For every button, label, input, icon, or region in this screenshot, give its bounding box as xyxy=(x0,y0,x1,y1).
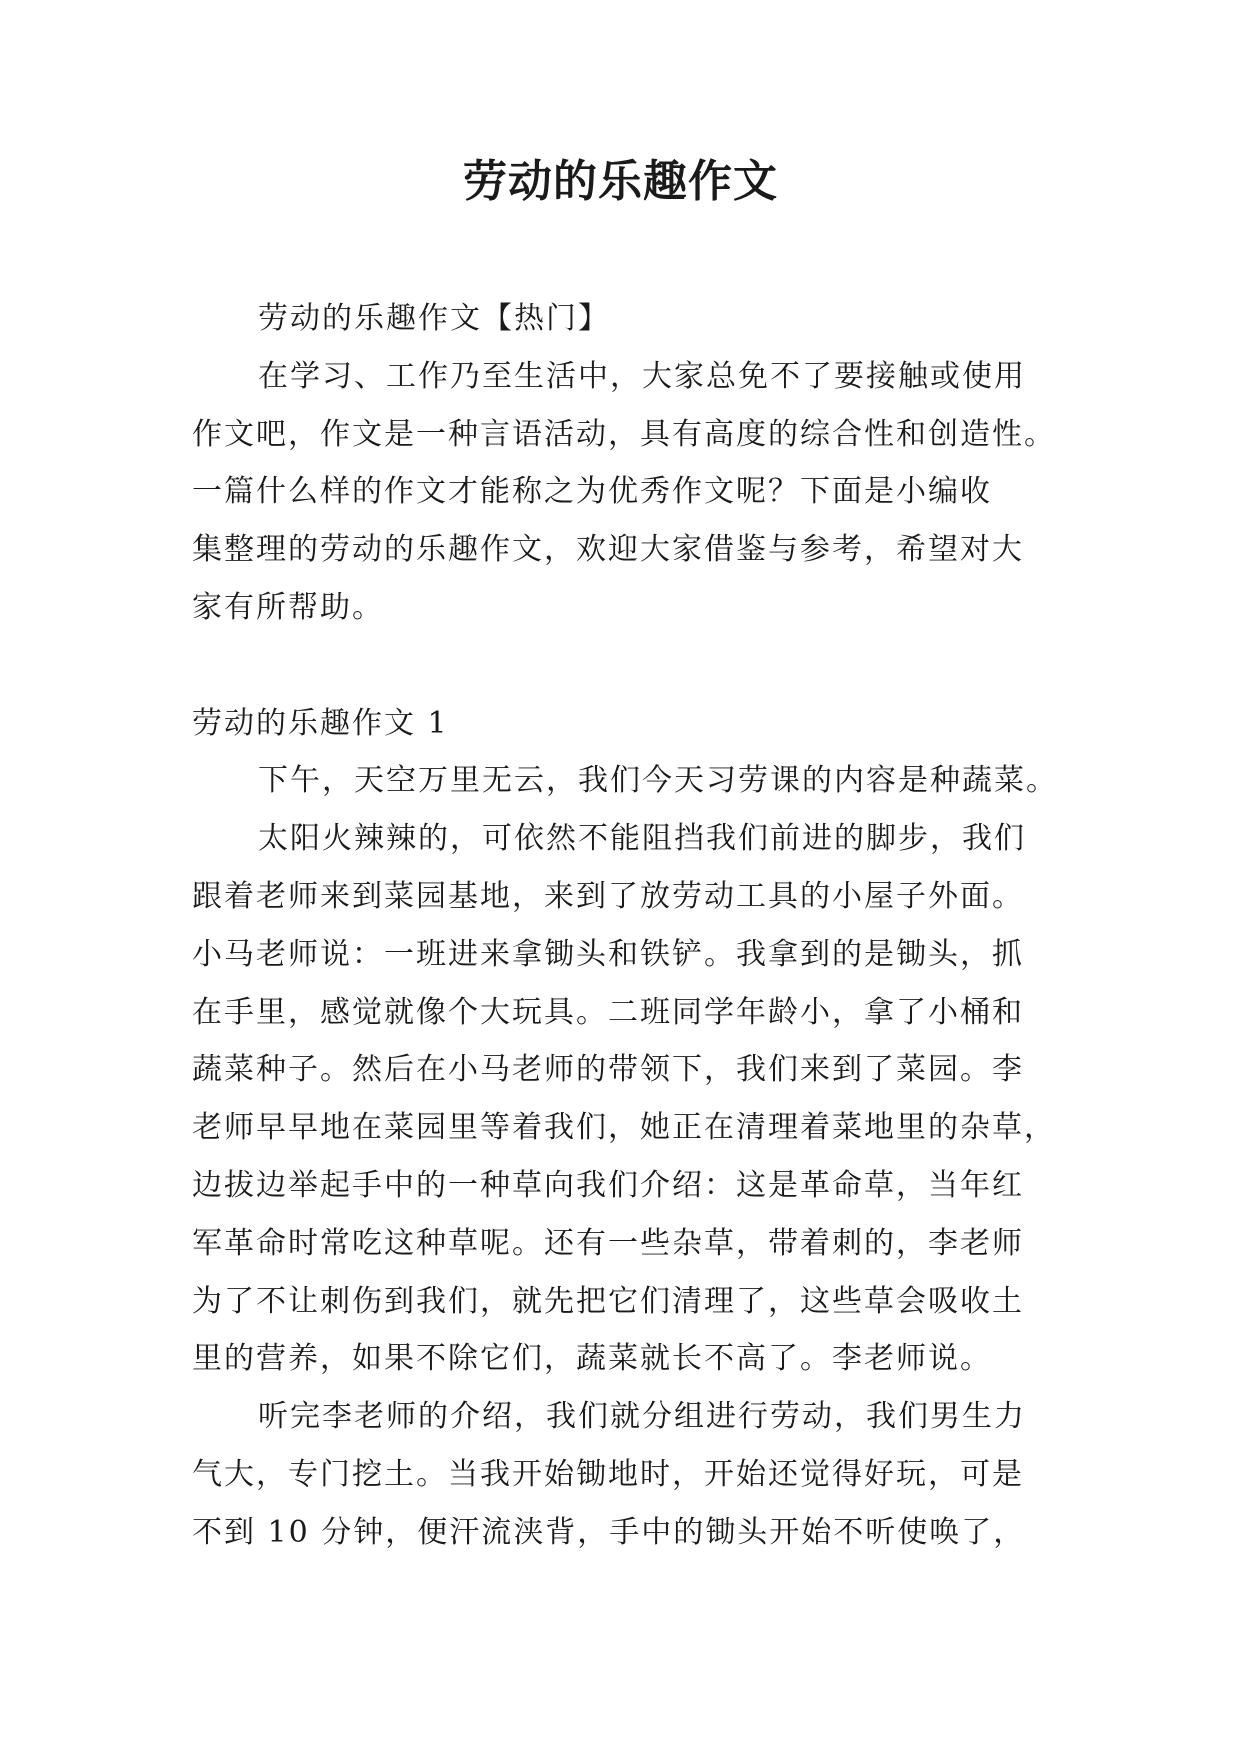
essay-paragraph-line: 下午，天空万里无云，我们今天习劳课的内容是种蔬菜。 xyxy=(258,763,1058,799)
intro-paragraph-line: 家有所帮助。 xyxy=(192,589,384,625)
intro-paragraph-line: 作文吧，作文是一种言语活动，具有高度的综合性和创造性。 xyxy=(192,416,1056,452)
essay-paragraph-line: 蔬菜种子。然后在小马老师的带领下，我们来到了菜园。李 xyxy=(192,1052,1024,1088)
paragraph-gap xyxy=(192,637,1052,695)
intro-paragraph-line: 一篇什么样的作文才能称之为优秀作文呢？下面是小编收 xyxy=(192,474,992,510)
essay-paragraph-line: 小马老师说：一班进来拿锄头和铁铲。我拿到的是锄头，抓 xyxy=(192,936,1024,972)
essay-paragraph-line: 为了不让刺伤到我们，就先把它们清理了，这些草会吸收土 xyxy=(192,1283,1024,1319)
document-title: 劳动的乐趣作文 xyxy=(463,156,778,207)
essay-paragraph-line: 在手里，感觉就像个大玩具。二班同学年龄小，拿了小桶和 xyxy=(192,994,1024,1030)
document-body xyxy=(192,290,1058,1562)
essay-paragraph-line: 里的营养，如果不除它们，蔬菜就长不高了。李老师说。 xyxy=(192,1341,992,1377)
essay-paragraph-line: 听完李老师的介绍，我们就分组进行劳动，我们男生力 xyxy=(258,1399,1026,1435)
intro-paragraph-line: 集整理的劳动的乐趣作文，欢迎大家借鉴与参考，希望对大 xyxy=(192,532,1024,568)
essay-paragraph-line: 气大，专门挖土。当我开始锄地时，开始还觉得好玩，可是 xyxy=(192,1456,1024,1492)
essay-paragraph-line: 太阳火辣辣的，可依然不能阻挡我们前进的脚步，我们 xyxy=(258,821,1026,857)
intro-heading: 劳动的乐趣作文【热门】 xyxy=(258,301,610,336)
essay-paragraph-line: 跟着老师来到菜园基地，来到了放劳动工具的小屋子外面。 xyxy=(192,878,1024,914)
essay-paragraph-line: 边拔边举起手中的一种草向我们介绍：这是革命草，当年红 xyxy=(192,1167,1024,1203)
essay-paragraph-line: 老师早早地在菜园里等着我们，她正在清理着菜地里的杂草， xyxy=(192,1110,1056,1146)
intro-paragraph-line: 在学习、工作乃至生活中，大家总免不了要接触或使用 xyxy=(258,358,1026,394)
essay-paragraph-line: 不到 10 分钟，便汗流浃背，手中的锄头开始不听使唤了， xyxy=(192,1514,1026,1550)
section-heading: 劳动的乐趣作文 1 xyxy=(192,705,449,741)
essay-paragraph-line: 军革命时常吃这种草呢。还有一些杂草，带着刺的，李老师 xyxy=(192,1225,1024,1261)
